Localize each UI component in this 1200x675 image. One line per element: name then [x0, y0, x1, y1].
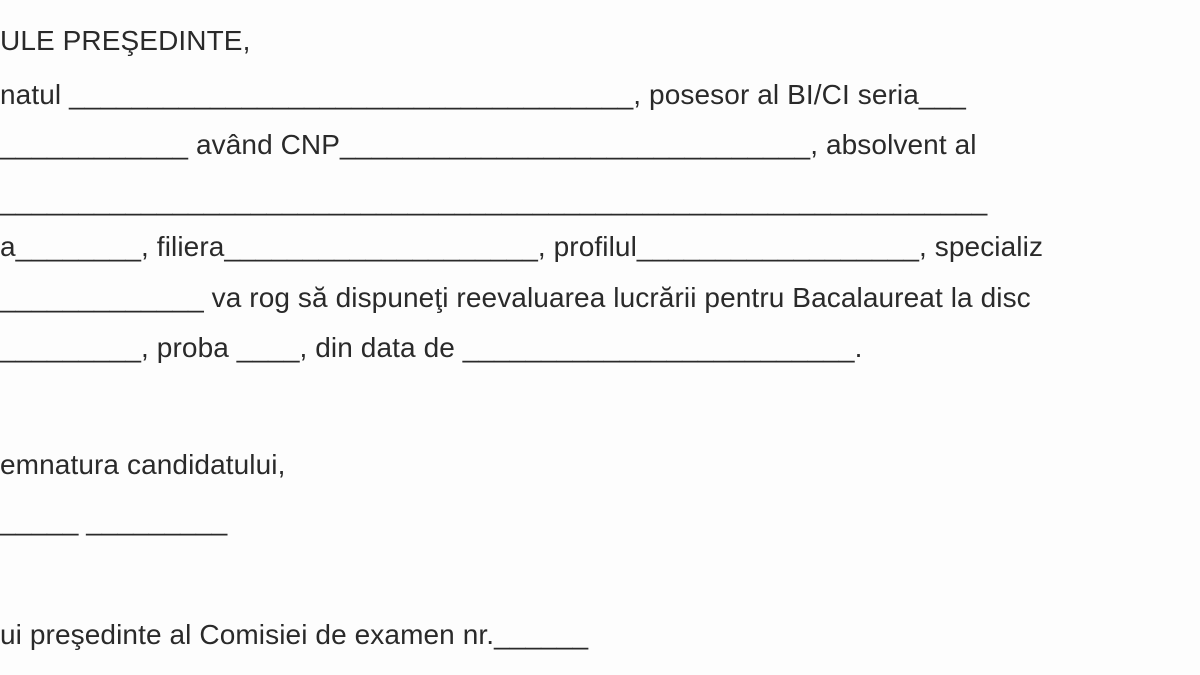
signature-label: emnatura candidatului,: [0, 449, 286, 480]
text-line-exam: _________, proba ____, din data de _________________________.: [0, 332, 863, 363]
text-line-profile: a________, filiera____________________, profilul__________________, specializ: [0, 231, 1044, 262]
document-heading: ULE PREŞEDINTE,: [0, 25, 251, 56]
text-line-cnp: ____________ având CNP______________________________, absolvent al: [0, 129, 977, 160]
signature-blanks: _____ _________: [0, 505, 228, 536]
text-line-school: _______________________________________________________________: [0, 185, 988, 216]
text-line-request: _____________ va rog să dispuneţi reevaluarea lucrării pentru Bacalaureat la disc: [0, 282, 1031, 313]
footer-commission-line: ui preşedinte al Comisiei de examen nr.______: [0, 619, 589, 650]
text-line-name: natul ____________________________________, posesor al BI/CI seria___: [0, 79, 966, 110]
